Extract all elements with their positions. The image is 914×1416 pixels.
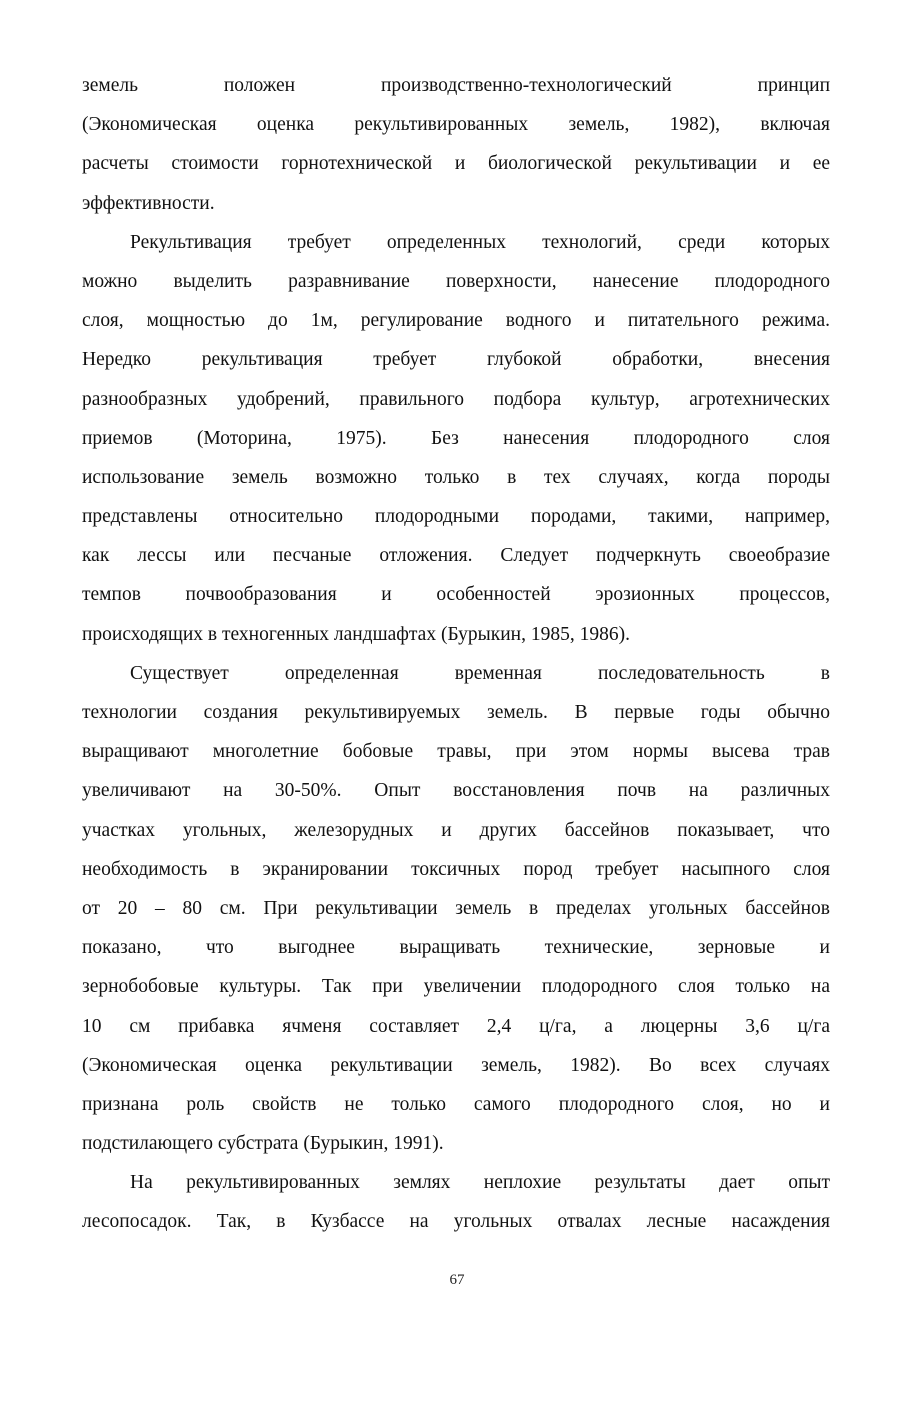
page-number: 67 [449,1272,465,1288]
text-line: признана роль свойств не только самого плодородного слоя, но и [82,1093,830,1115]
text-line: земель положен производственно-технологический принцип [82,75,830,96]
text-line: Рекультивация требует определенных технологий, среди которых [130,231,830,253]
text-line: разнообразных удобрений, правильного подбора культур, агротехнических [82,388,830,410]
paragraph [82,223,830,654]
text-line: использование земель возможно только в тех случаях, когда породы [82,466,830,488]
paragraph [82,654,830,1163]
text-line: слоя, мощностью до 1м, регулирование водного и питательного режима. [82,310,830,332]
text-line: показано, что выгоднее выращивать технические, зерновые и [82,937,830,959]
text-line: технологии создания рекультивируемых земель. В первые годы обычно [82,702,830,723]
paragraph [82,66,830,223]
text-line: 10 см прибавка ячменя составляет 2,4 ц/га, а люцерны 3,6 ц/га [82,1015,830,1037]
text-line: (Экономическая оценка рекультивированных земель, 1982), включая [82,114,830,136]
document-body [82,66,830,1242]
paragraph [82,1163,830,1241]
text-line: представлены относительно плодородными породами, такими, например, [82,506,830,528]
text-line: от 20 – 80 см. При рекультивации земель в пределах угольных бассейнов [82,897,830,919]
text-line: подстилающего субстрата (Бурыкин, 1991). [82,1133,444,1155]
text-line: как лессы или песчаные отложения. Следует подчеркнуть своеобразие [82,545,830,567]
text-line: Нередко рекультивация требует глубокой обработки, внесения [82,349,830,371]
text-line: Существует определенная временная последовательность в [130,662,830,684]
text-line: зернобобовые культуры. Так при увеличении плодородного слоя только на [82,976,830,998]
text-line: происходящих в техногенных ландшафтах (Бурыкин, 1985, 1986). [82,623,630,645]
text-line: можно выделить разравнивание поверхности, нанесение плодородного [82,270,830,292]
text-line: необходимость в экранировании токсичных пород требует насыпного слоя [82,858,830,880]
text-line: На рекультивированных землях неплохие результаты дает опыт [130,1172,830,1194]
text-line: эффективности. [82,192,215,214]
text-line: расчеты стоимости горнотехнической и биологической рекультивации и ее [82,153,830,175]
text-line: участках угольных, железорудных и других бассейнов показывает, что [82,819,830,841]
text-line: (Экономическая оценка рекультивации земель, 1982). Во всех случаях [82,1054,830,1076]
text-line: лесопосадок. Так, в Кузбассе на угольных отвалах лесные насаждения [82,1211,830,1233]
text-line: увеличивают на 30-50%. Опыт восстановления почв на различных [82,780,830,802]
text-line: темпов почвообразования и особенностей эрозионных процессов, [82,584,830,606]
text-line: приемов (Моторина, 1975). Без нанесения плодородного слоя [82,427,830,449]
text-line: выращивают многолетние бобовые травы, при этом нормы высева трав [82,741,830,763]
